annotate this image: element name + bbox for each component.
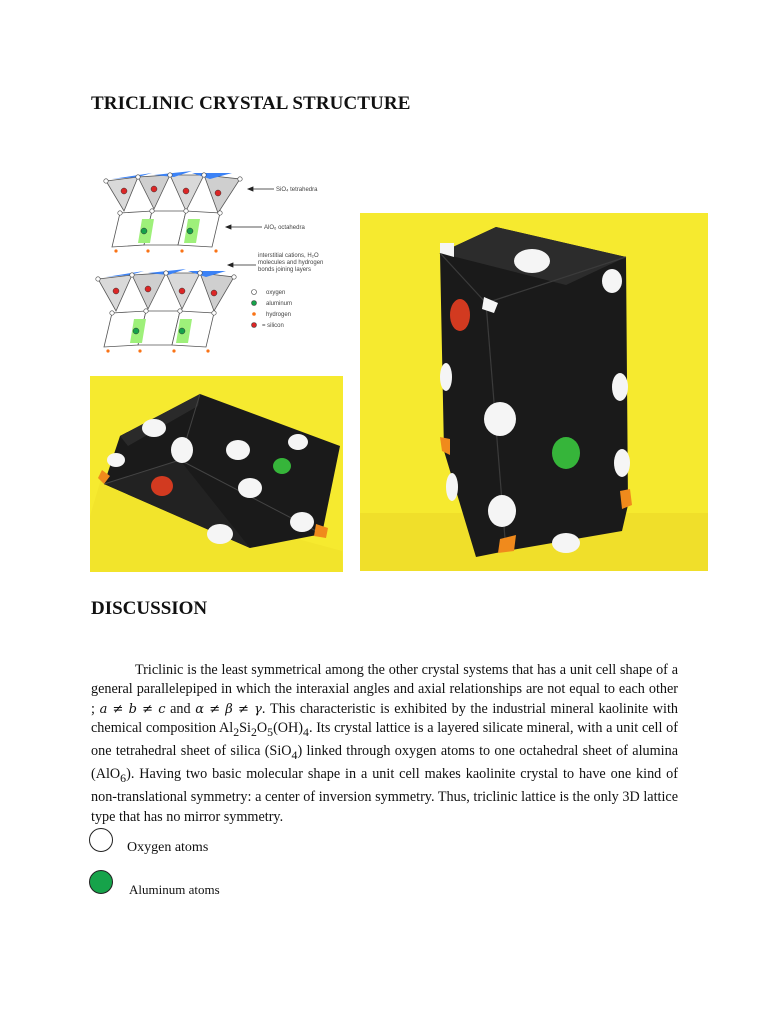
para-si: Si (239, 719, 251, 736)
crystal-model-photo-lying (90, 376, 343, 572)
section-heading-discussion: DISCUSSION (91, 598, 208, 619)
sub-sio4: 4 (291, 747, 298, 762)
aluminum-circle-icon (89, 870, 113, 894)
sub-al: 2 (233, 724, 240, 739)
interstitial-label-3: bonds joining layers (258, 267, 312, 273)
octahedral-sheet-lower (104, 311, 214, 353)
math-angles-inequality: α ≠ β ≠ γ (195, 701, 262, 717)
para-text-1: Triclinic is the least symmetrical among the other crystal systems that has a unit cell shape of a general parallelepiped in which the interaxial angles and axial relationships are not equal to each other ; (91, 662, 678, 717)
para-text-5: ). Having two basic molecular shape in a unit cell makes kaolinite crystal to have one kind of non-translational symmetry: a center of inversion symmetry. Thus, triclinic lattice is the only 3D lattice type that has no mirror symmetry. (91, 766, 678, 825)
para-and: and (165, 700, 196, 717)
diagram-legend-aluminum: aluminum (266, 301, 293, 307)
para-o: O (256, 719, 268, 736)
oxygen-circle-icon (89, 828, 113, 852)
legend-aluminum (89, 870, 220, 897)
interstitial-label-1: interstitial cations, H₂O (258, 253, 319, 259)
sio4-label: SiO₄ tetrahedra (276, 187, 318, 193)
oxygen-label: Oxygen atoms (127, 840, 209, 855)
aluminum-label: Aluminum atoms (129, 882, 220, 897)
page-title: TRICLINIC CRYSTAL STRUCTURE (91, 93, 411, 114)
para-oh: (OH) (273, 719, 304, 736)
kaolinite-structure-diagram (92, 163, 342, 363)
tetrahedral-sheet-upper (106, 171, 240, 213)
discussion-paragraph (91, 661, 678, 827)
sub-si: 2 (250, 724, 257, 739)
diagram-legend-hydrogen: hydrogen (266, 312, 292, 318)
legend-oxygen (89, 828, 209, 855)
diagram-legend-oxygen: oxygen (266, 290, 286, 296)
diagram-legend-silicon: = silicon (262, 323, 284, 329)
sub-oh: 4 (303, 724, 309, 739)
para-text-4: ) linked through oxygen atoms to one octahedral sheet of alumina (AlO (91, 743, 678, 783)
crystal-model-photo-standing (360, 213, 708, 571)
para-text-2: . This characteristic is exhibited by the industrial mineral kaolinite with chemical composition Al (91, 700, 678, 736)
sub-o: 5 (267, 724, 274, 739)
para-text-3: . Its crystal lattice is a layered silicate mineral, with a unit cell of one tetrahedral sheet of silica (SiO (91, 719, 678, 760)
interstitial-label-2: molecules and hydrogen (258, 260, 324, 266)
octahedral-sheet-upper (112, 211, 220, 253)
math-axes-inequality: a ≠ b ≠ c (99, 701, 166, 717)
sub-alo6: 6 (120, 770, 127, 785)
alo6-label: AlO₆ octahedra (264, 225, 305, 231)
